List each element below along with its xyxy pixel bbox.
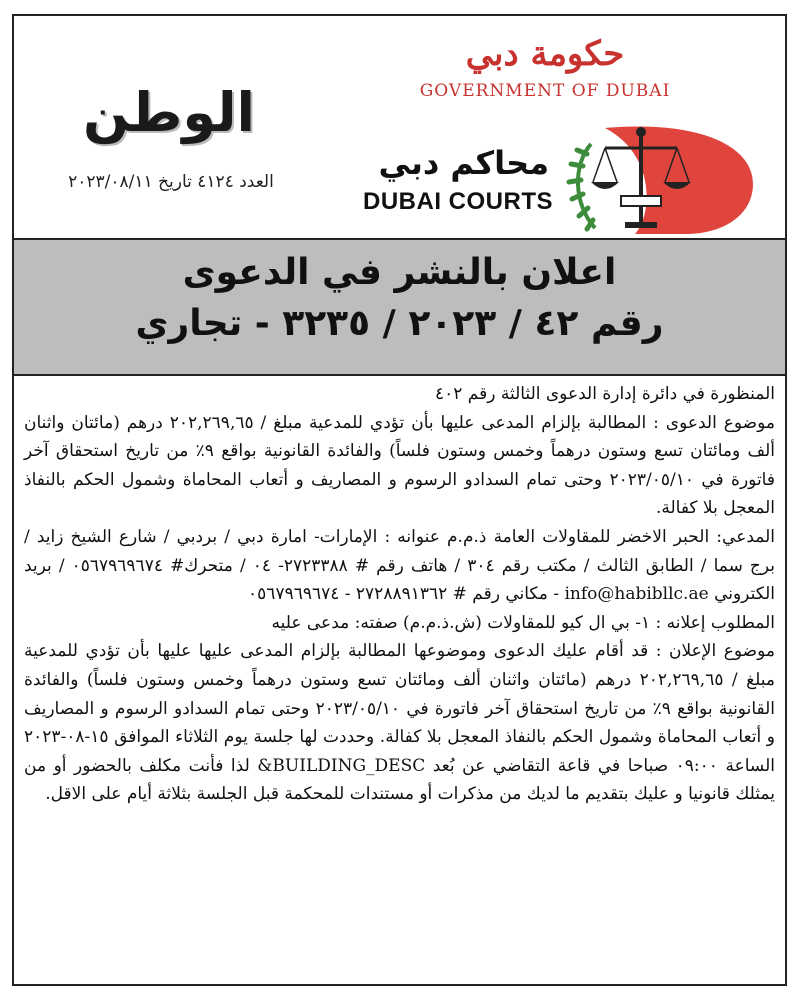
case-subject-paragraph: موضوع الدعوى : المطالبة بإلزام المدعى عليها بأن تؤدي للمدعية مبلغ / ٢٠٢,٢٦٩,٦٥ درهم (مائتان واثنان ألف ومائتان تسع وستون درهماً وخمس وستون فلساً) والفائدة القانونية بواقع ٩٪ من تاريخ استحقاق آخر فاتورة في ٢٠٢٣/٠٥/١٠ وحتى تمام السدادو الرسوم و المصاريف و أتعاب المحاماة وشمول الحكم بالنفاذ المعجل بلا كفالة. (24, 412, 776, 519)
notice-subject-paragraph: موضوع الإعلان : قد أقام عليك الدعوى وموضوعها المطالبة بإلزام المدعى عليها عليها بأن تؤدي للمدعية مبلغ / ٢٠٢,٢٦٩,٦٥ درهم (مائتان واثنان ألف ومائتان تسع وستون درهماً وخمس وستون فلساً) والفائدة القانونية بواقع ٩٪ من تاريخ استحقاق آخر فاتورة في ٢٠٢٣/٠٥/١٠ وحتى تمام السدادو الرسوم و المصاريف و أتعاب المحاماة وشمول الحكم بالنفاذ المعجل بلا كفالة. وحددت لها جلسة يوم الثلاثاء الموافق ١٥-٠٨-٢٠٢٣ الساعة ٠٩:٠٠ صباحا في قاعة التقاضي عن بُعد BUILDING_DESC& لذا فأنت مكلف بالحضور أو من يمثلك قانونيا و عليك بتقديم ما لديك من مذكرات أو مستندات للمحكمة قبل الجلسة بثلاثة أيام على الاقل. (24, 641, 776, 805)
circuit-paragraph: المنظورة في دائرة إدارة الدعوى الثالثة رقم ٤٠٢ (434, 384, 775, 404)
courts-name-en: DUBAI COURTS (363, 188, 553, 215)
plaintiff-paragraph: المدعي: الحبر الاخضر للمقاولات العامة ذ.م.م عنوانه : الإمارات- امارة دبي / بردبي / شارع الشيخ زايد / برج سما / الطابق الثالث / مكتب رقم ٣٠٤ / هاتف رقم # ٢٧٢٣٣٨٨- ٠٤ / متحرك# ٠٥٦٧٩٦٩٦٧٤ / بريد الكتروني info@habibllc.ae - مكاني رقم # ٢٧٢٨٨٩١٣٦٢ - ٠٥٦٧٩٦٩٦٧٤ (24, 526, 775, 605)
newspaper-name: الوطن (82, 81, 256, 144)
scales-of-justice-icon (565, 124, 755, 236)
issue-info: العدد ٤١٢٤ تاريخ ٢٠٢٣/٠٨/١١ (68, 172, 274, 192)
courts-name-ar: محاكم دبي (378, 144, 549, 182)
advertisement-frame (12, 14, 787, 986)
defendant-paragraph: المطلوب إعلانه : ١- بي ال كيو للمقاولات (ش.ذ.م.م) صفته: مدعى عليه (271, 612, 775, 633)
newspaper-logo (44, 81, 294, 144)
government-logo (415, 34, 675, 101)
announcement-title: اعلان بالنشر في الدعوى (182, 252, 617, 293)
announcement-body (24, 380, 775, 809)
header (14, 16, 785, 238)
title-band (14, 238, 785, 376)
case-number: رقم ٤٢ / ٢٠٢٣ / ٣٢٣٥ - تجاري (135, 303, 664, 344)
government-name-ar: حكومة دبي (465, 34, 625, 74)
government-name-en: GOVERNMENT OF DUBAI (419, 80, 671, 101)
